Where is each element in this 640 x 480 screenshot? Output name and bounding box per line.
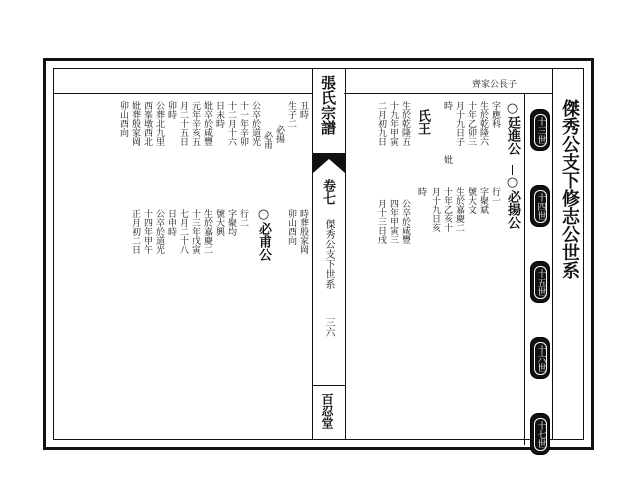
- p1-col-1: 字應科: [490, 101, 500, 128]
- left-header-rule: [54, 93, 312, 94]
- generation-13-badge: [530, 109, 550, 151]
- person-bifu-name: ○必甫公: [256, 207, 271, 261]
- p2-col-7: 時: [416, 187, 426, 196]
- left-col-15: 妣葬殷家岡: [130, 101, 140, 146]
- left-lower-col-7: 十三年戊寅: [190, 209, 200, 254]
- p2-col-6: 月十九日亥: [430, 187, 440, 232]
- left-lower-col-1: 時葬殷家岡: [298, 209, 308, 254]
- left-lower-col-4: 字聚均: [226, 209, 236, 236]
- left-col-10: 元年辛亥五: [190, 101, 200, 146]
- generation-column-rule: [524, 93, 525, 445]
- person-biyang-name: ○必揚公: [505, 175, 520, 229]
- left-col-14: 西峯墩西北: [142, 101, 152, 146]
- left-lower-col-12: 正月初二日: [130, 209, 140, 254]
- generation-13-label: 十三世: [534, 114, 547, 147]
- generation-16-badge: [530, 337, 550, 379]
- p2-col-10: 月十三日戌: [376, 199, 386, 244]
- p1-col-2: 生於乾隆六: [478, 101, 488, 146]
- p2-col-8: 公卒於咸豐: [400, 199, 410, 244]
- generation-16-label: 十六世: [534, 342, 547, 375]
- genealogy-page: [43, 58, 594, 450]
- fishtail-mark: [313, 153, 345, 173]
- left-col-3: 必揚: [274, 125, 284, 143]
- wife-wang-name: 氏王: [415, 109, 430, 135]
- right-header-rule: [344, 93, 552, 94]
- hall-name: 百忍堂: [320, 393, 334, 429]
- p2-col-1: 行一: [490, 187, 500, 205]
- section-label: 傑秀公支下世系: [323, 219, 334, 289]
- p1-col-5b: 妣: [442, 155, 452, 164]
- p1-col-7: 生於乾隆五: [400, 101, 410, 146]
- volume-label: 卷七: [320, 179, 335, 205]
- generation-15-label: 十五世: [534, 266, 547, 299]
- p1-col-8: 十九年甲寅: [388, 101, 398, 146]
- left-lower-col-9: 日申時: [166, 209, 176, 236]
- left-col-13: 公葬北九里: [154, 101, 164, 146]
- left-lower-col-11: 十四年甲午: [142, 209, 152, 254]
- book-title: 張氏宗譜: [319, 75, 337, 135]
- left-lower-col-3: 行二: [238, 209, 248, 227]
- generation-15-badge: [530, 261, 550, 303]
- person-tingjin-name: ○廷進公: [505, 101, 520, 155]
- generation-14-label: 十四世: [534, 190, 547, 223]
- left-col-9: 妣卒於咸豐: [202, 101, 212, 146]
- hall-rule: [313, 385, 345, 386]
- page-number: 三六: [323, 317, 334, 337]
- left-lower-col-8: 七月二十八: [178, 209, 188, 254]
- p2-col-5: 十年乙亥十: [442, 187, 452, 232]
- left-lower-col-10: 公卒於道光: [154, 209, 164, 254]
- right-header: 齊家公長子: [472, 80, 518, 90]
- p2-col-9: 四年甲寅三: [388, 199, 398, 244]
- left-col-16: 卯山酉向: [118, 101, 128, 137]
- left-lower-col-6: 生於嘉慶二: [202, 209, 212, 254]
- p2-col-4: 生於嘉慶二: [454, 187, 464, 232]
- left-col-8: 日未時: [214, 101, 224, 128]
- center-spine: [312, 69, 346, 439]
- p1-col-9: 二月初九日: [376, 101, 386, 146]
- left-col-4: 必甫: [262, 131, 272, 149]
- p1-col-3: 十年乙卯三: [466, 101, 476, 146]
- p1-col-5: 時: [442, 101, 452, 110]
- generation-14-badge: [530, 185, 550, 227]
- left-col-11: 月二十五日: [178, 101, 188, 146]
- left-col-5: 公卒於道光: [250, 101, 260, 146]
- p1-col-4: 月十九日子: [454, 101, 464, 146]
- left-col-6: 十一年辛卯: [238, 101, 248, 146]
- left-lower-col-2: 卯山酉向: [286, 209, 296, 245]
- lineage-connector: [512, 165, 513, 175]
- left-lower-col-5: 號大興: [214, 209, 224, 236]
- generation-17-badge: [530, 413, 550, 455]
- title-column-rule: [552, 69, 553, 439]
- p2-col-3: 號大文: [466, 187, 476, 214]
- left-col-12: 卯時: [166, 101, 176, 119]
- p2-col-2: 字聚斌: [478, 187, 488, 214]
- generation-17-label: 十七世: [534, 418, 547, 451]
- left-col-2: 生子二: [286, 101, 296, 128]
- left-col-7: 十二月十六: [226, 101, 236, 146]
- main-title: 傑秀公支下修志公世系: [559, 99, 580, 279]
- left-col-1: 丑時: [298, 101, 308, 119]
- page-inner-frame: [53, 68, 584, 448]
